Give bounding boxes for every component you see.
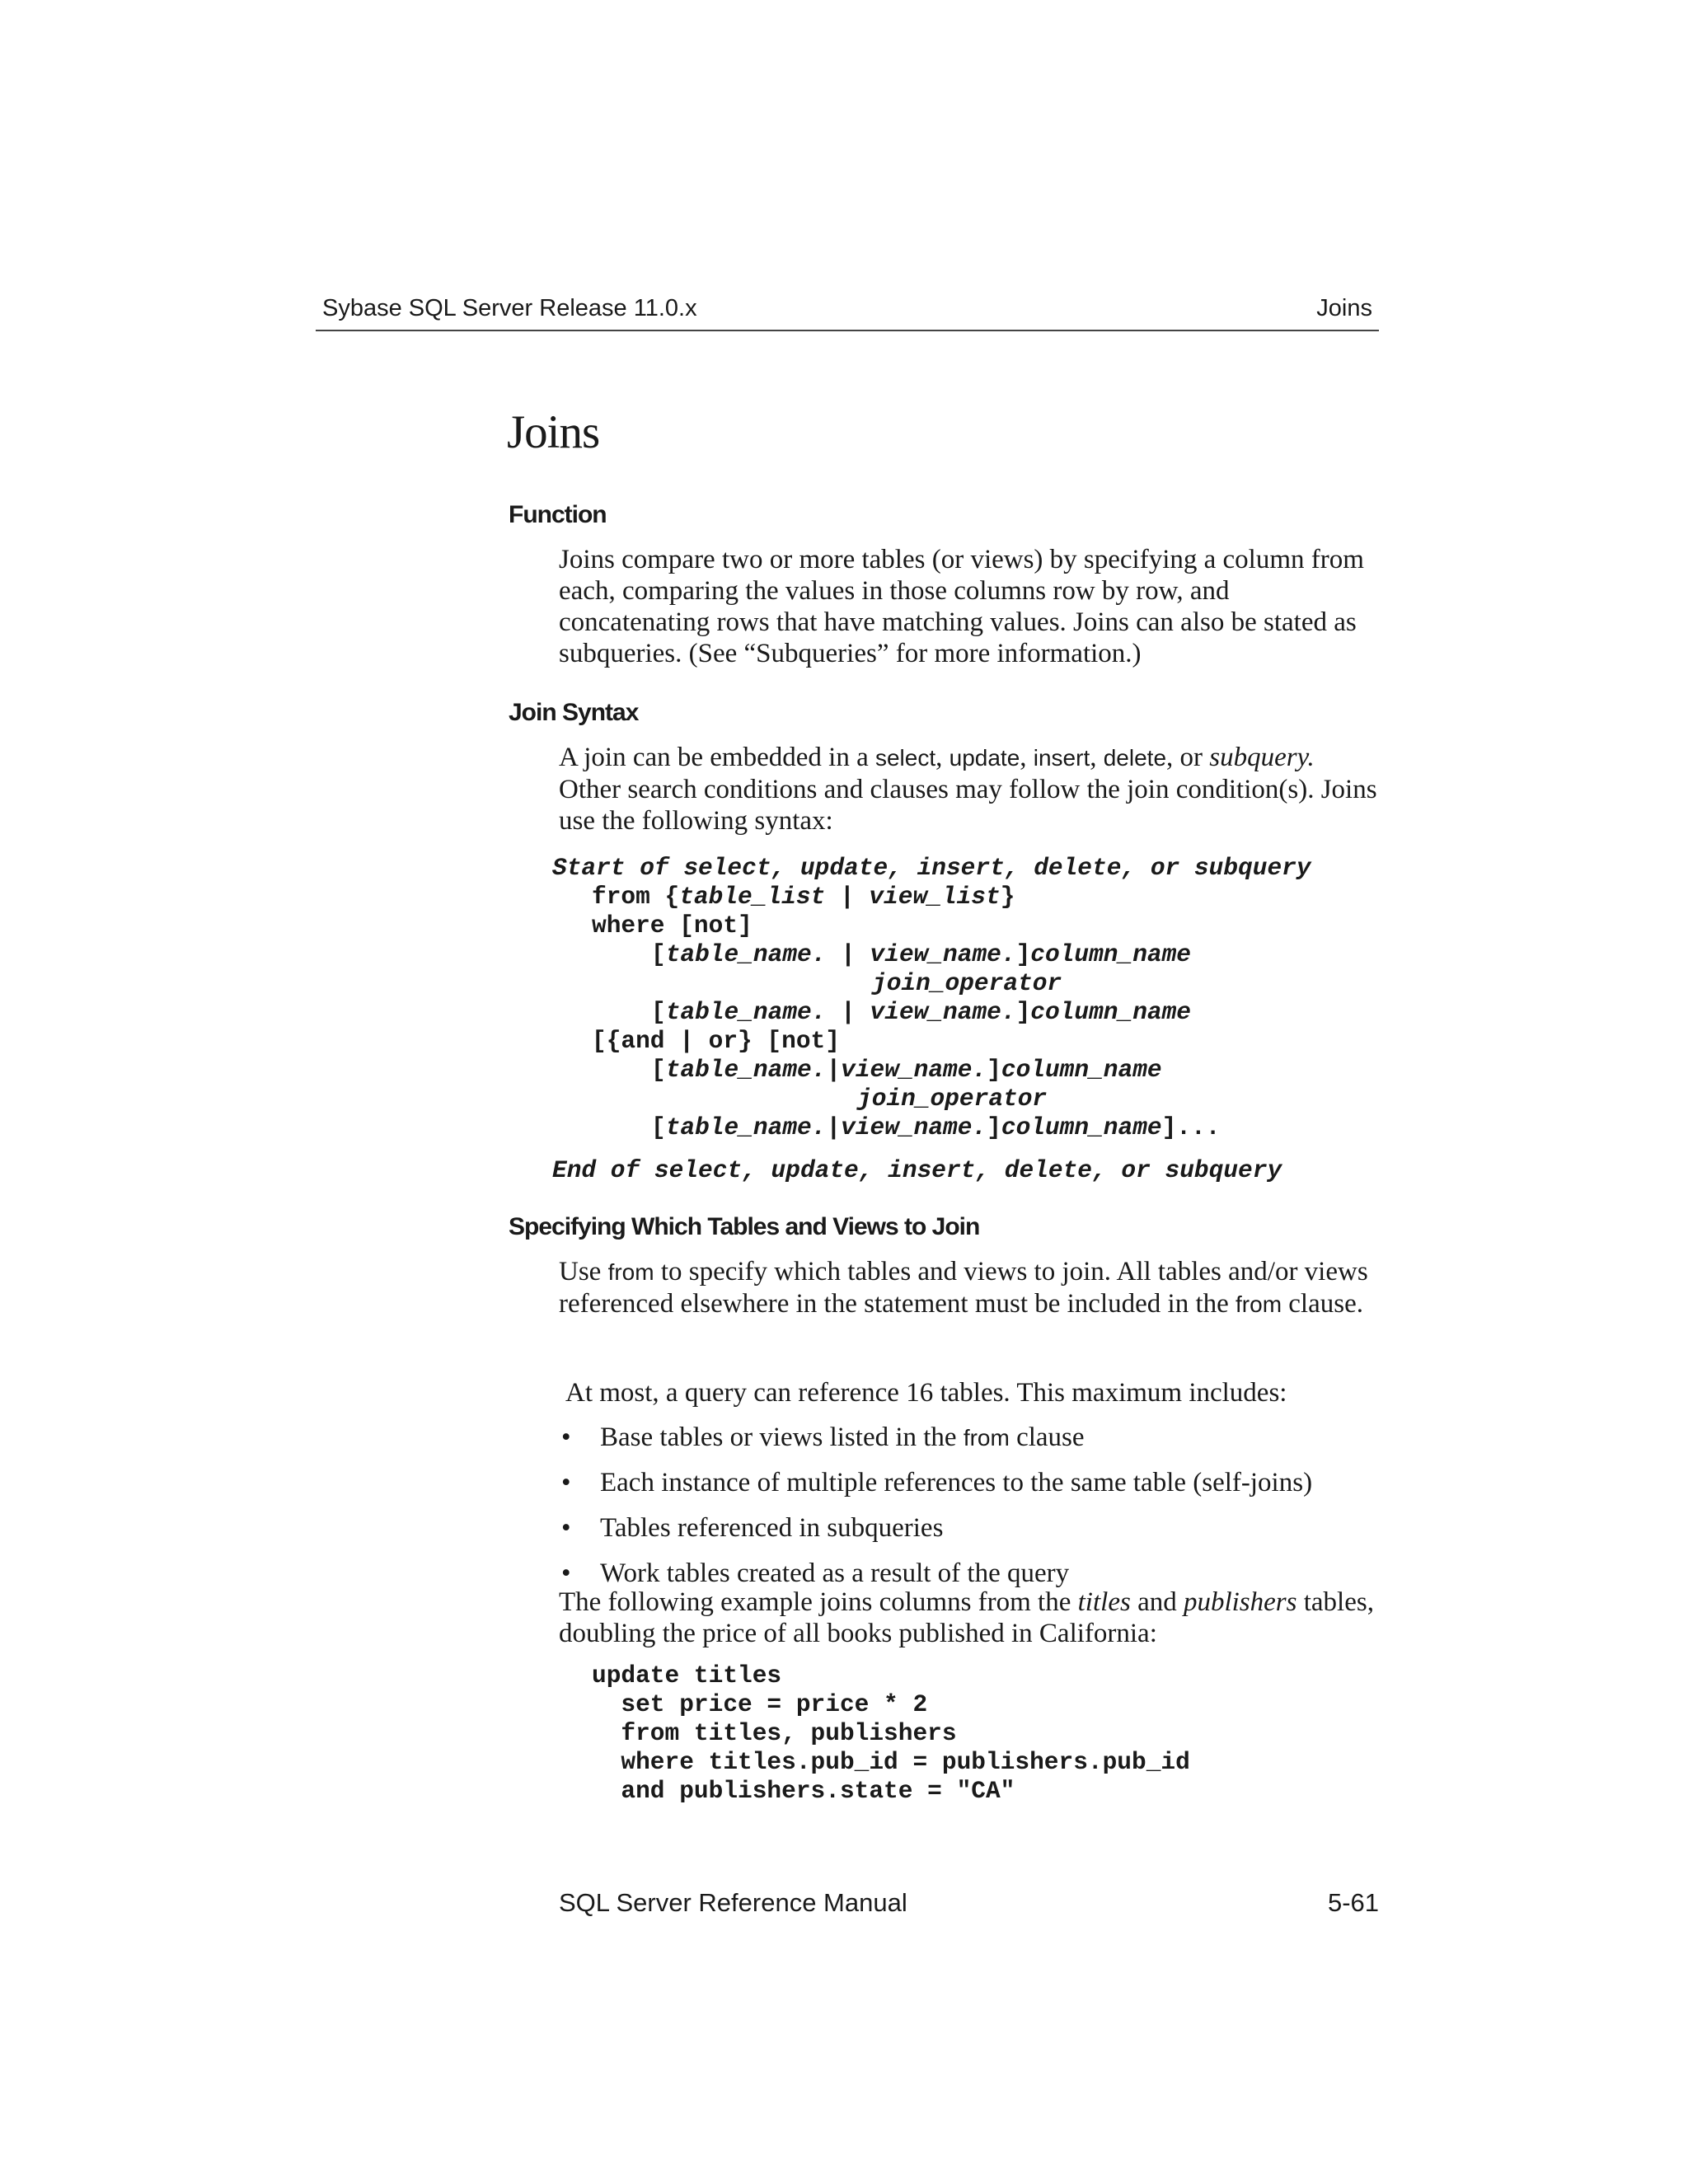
- keyword-update: update: [949, 745, 1020, 771]
- page-title: Joins: [507, 406, 600, 458]
- keyword-delete: delete: [1103, 745, 1167, 771]
- join-syntax-paragraph: A join can be embedded in a select, update, insert, delete, or subquery. Other search conditions and clauses may follow the join condition(s). Joins use the following syntax:: [559, 743, 1377, 836]
- syntax-end-line: End of select, update, insert, delete, or subquery: [552, 1156, 1282, 1184]
- list-item: • Base tables or views listed in the from clause: [561, 1422, 1085, 1452]
- syntax-join-operator-1: join_operator: [872, 969, 1062, 997]
- example-code-line: and publishers.state = "CA": [592, 1777, 1015, 1805]
- footer-manual-title: SQL Server Reference Manual: [559, 1888, 907, 1917]
- example-code-line: where titles.pub_id = publishers.pub_id: [592, 1748, 1190, 1776]
- syntax-where-line: where [not]: [592, 912, 753, 940]
- syntax-and-or-line: [{and | or} [not]: [592, 1027, 840, 1055]
- syntax-start-line: Start of select, update, insert, delete, or subquery: [552, 854, 1311, 882]
- page-footer: [559, 1888, 1379, 1921]
- specifying-paragraph-1: Use from to specify which tables and views to join. All tables and/or views referenced elsewhere in the statement must be included in the from clause.: [559, 1257, 1368, 1319]
- example-intro-paragraph: The following example joins columns from the titles and publishers tables, doubling the price of all books published in California:: [559, 1587, 1374, 1648]
- keyword-select: select: [874, 745, 936, 771]
- syntax-column-line-4: [table_name.|view_name.]column_name]...: [651, 1113, 1221, 1141]
- join-syntax-heading: Join Syntax: [509, 699, 639, 726]
- syntax-column-line-3: [table_name.|view_name.]column_name: [651, 1056, 1162, 1084]
- example-code-line: set price = price * 2: [592, 1690, 928, 1718]
- header-document-title: Sybase SQL Server Release 11.0.x: [322, 295, 697, 321]
- keyword-subquery: subquery.: [1209, 743, 1315, 772]
- syntax-join-operator-2: join_operator: [857, 1085, 1048, 1113]
- list-item: • Tables referenced in subqueries: [561, 1513, 944, 1543]
- syntax-from-line: from {table_list | view_list}: [592, 883, 1015, 911]
- example-code-line: from titles, publishers: [592, 1719, 957, 1747]
- function-heading: Function: [509, 501, 607, 528]
- table-limit-list: [559, 1422, 1312, 1603]
- header-section-title: Joins: [1316, 295, 1372, 321]
- keyword-insert: insert: [1033, 745, 1090, 771]
- keyword-from: from: [1236, 1291, 1282, 1317]
- list-item: • Each instance of multiple references to the same table (self-joins): [561, 1468, 1313, 1497]
- keyword-from: from: [963, 1425, 1010, 1451]
- syntax-column-line-2: [table_name. | view_name.]column_name: [651, 998, 1192, 1026]
- list-item: • Work tables created as a result of the query: [561, 1558, 1070, 1588]
- table-name-publishers: publishers: [1183, 1587, 1297, 1617]
- page-number: 5-61: [1327, 1888, 1379, 1917]
- specifying-tables-heading: Specifying Which Tables and Views to Join: [509, 1213, 980, 1240]
- example-code-line: update titles: [592, 1661, 782, 1690]
- syntax-column-line-1: [table_name. | view_name.]column_name: [651, 940, 1192, 968]
- function-paragraph: Joins compare two or more tables (or views) by specifying a column from each, comparing the values in those columns row by row, and concatenating rows that have matching values. Joins can also be stated as subqueries. (See “Subqueries” for more information.): [559, 545, 1364, 668]
- table-name-titles: titles: [1077, 1587, 1131, 1617]
- specifying-paragraph-2: At most, a query can reference 16 tables. This maximum includes:: [565, 1378, 1287, 1408]
- keyword-from: from: [607, 1259, 654, 1285]
- page-header: [316, 290, 1379, 331]
